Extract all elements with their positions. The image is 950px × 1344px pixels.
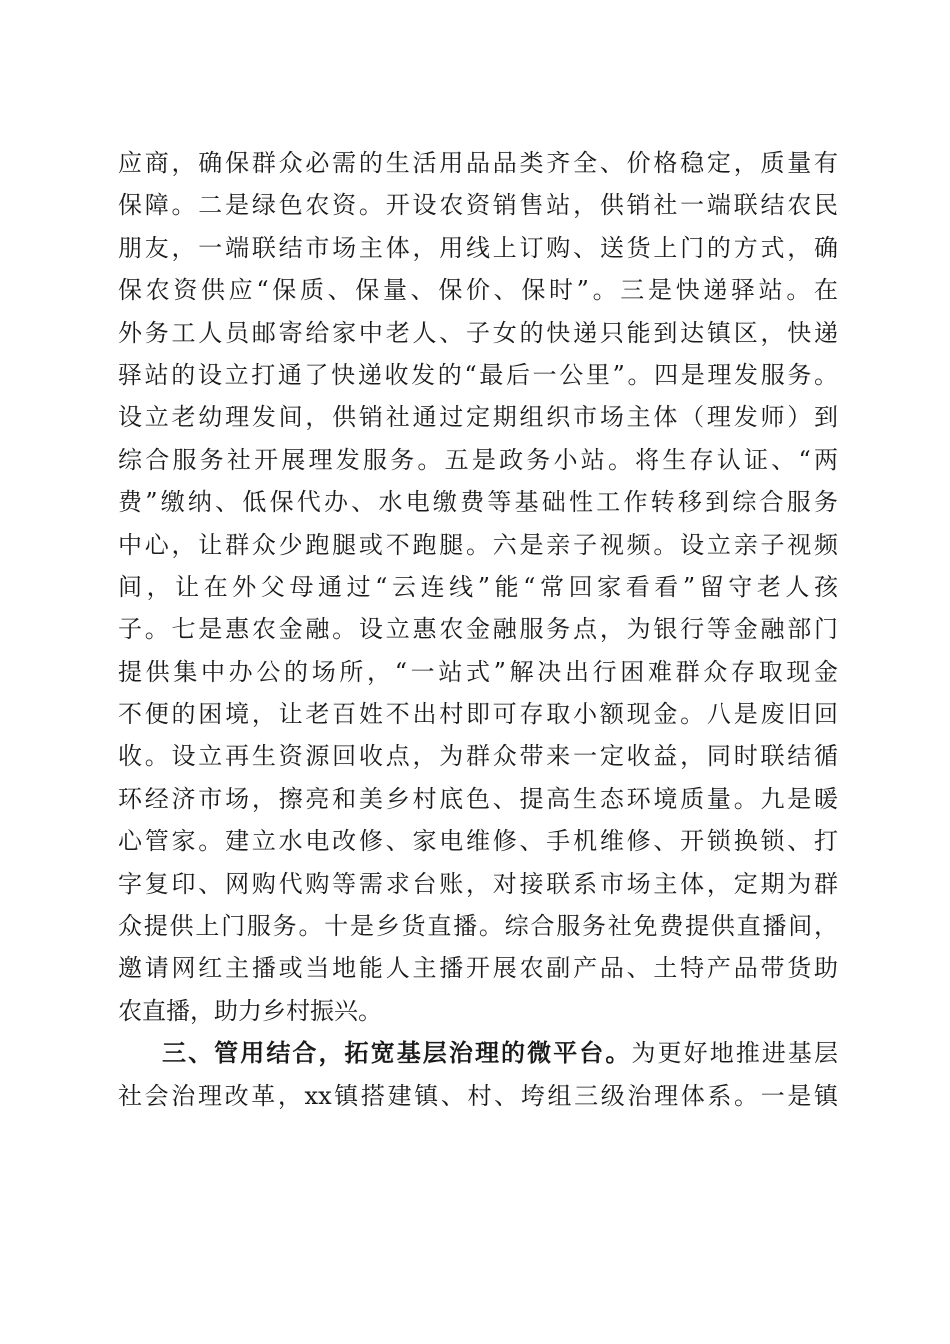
paragraph-line: 收。设立再生资源回收点，为群众带来一定收益，同时联结循 [118,742,838,771]
paragraph-line: 众提供上门服务。十是乡货直播。综合服务社免费提供直播间， [118,912,838,941]
paragraph-line: 外务工人员邮寄给家中老人、子女的快递只能到达镇区，快递 [118,318,838,347]
paragraph-line: 环经济市场，擦亮和美乡村底色、提高生态环境质量。九是暖 [118,784,838,813]
paragraph-line: 驿站的设立打通了快递收发的“最后一公里”。四是理发服务。 [118,360,838,389]
paragraph-line: 心管家。建立水电改修、家电维修、手机维修、开锁换锁、打 [118,827,838,856]
paragraph-line: 费”缴纳、低保代办、水电缴费等基础性工作转移到综合服务 [118,488,838,517]
paragraph-line: 邀请网红主播或当地能人主播开展农副产品、土特产品带货助 [118,954,838,983]
paragraph-line: 中心，让群众少跑腿或不跑腿。六是亲子视频。设立亲子视频 [118,530,838,559]
paragraph-line: 社会治理改革，xx镇搭建镇、村、垮组三级治理体系。一是镇 [118,1081,838,1110]
paragraph-line: 子。七是惠农金融。设立惠农金融服务点，为银行等金融部门 [118,615,838,644]
paragraph-line: 提供集中办公的场所，“一站式”解决出行困难群众存取现金 [118,657,838,686]
section-heading-continuation: 为更好地推进基层 [631,1039,839,1068]
paragraph-line: 设立老幼理发间，供销社通过定期组织市场主体（理发师）到 [118,403,838,432]
paragraph-line: 不便的困境，让老百姓不出村即可存取小额现金。八是废旧回 [118,700,838,729]
paragraph-line: 综合服务社开展理发服务。五是政务小站。将生存认证、“两 [118,445,838,474]
section-heading-line [118,1032,838,1074]
paragraph-line: 应商，确保群众必需的生活用品品类齐全、价格稳定，质量有 [118,149,838,177]
paragraph-line: 字复印、网购代购等需求台账，对接联系市场主体，定期为群 [118,869,838,898]
body-text [118,142,838,1117]
paragraph-line: 保障。二是绿色农资。开设农资销售站，供销社一端联结农民 [118,191,838,220]
paragraph-line: 间，让在外父母通过“云连线”能“常回家看看”留守老人孩 [118,572,838,601]
section-heading: 三、管用结合，拓宽基层治理的微平台。 [162,1038,632,1068]
paragraph-line: 保农资供应“保质、保量、保价、保时”。三是快递驿站。在 [118,276,838,305]
paragraph-line: 朋友，一端联结市场主体，用线上订购、送货上门的方式，确 [118,233,838,262]
paragraph-line: 农直播，助力乡村振兴。 [118,996,382,1025]
